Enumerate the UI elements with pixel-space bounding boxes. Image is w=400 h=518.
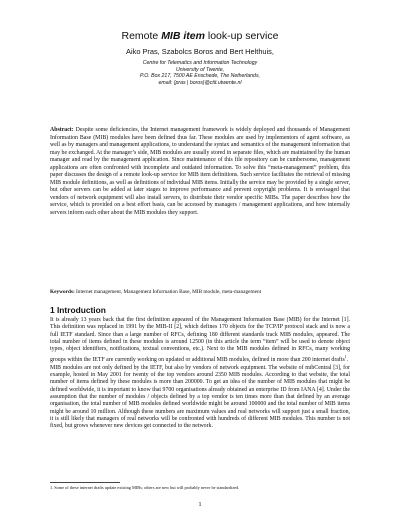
abstract-label: Abstract: — [50, 127, 74, 133]
footnote: 1. Some of these internet drafts update existing MIBs; others are new but will probably never be standardized. — [50, 485, 240, 490]
abstract-text: Despite some deficiencies, the Internet management framework is widely deployed and thousands of Management Information Base (MIB) modules have been defined thus far. These modules are used by implementors of agent software, as well as by managers and management applications, to understand the syntax and semantics of the management information that may be exchanged. At the manager’s side, MIB modules are usually stored in separate files, which are maintained by the human manager and read by the management application. Since maintenance of this file repository can be cumbersome, management applications are often confronted with incomplete and outdated information. To solve this “meta-management” problem, this paper discusses the design of a remote look-up service for MIB item definitions. Such service facilitates the retrieval of missing MIB module definitions, as well as definitions of individual MIB items. Initially the service may be provided by a single server, but other servers can be added at later stages to improve performance and prevent copyright problems. It is envisaged that vendors of network equipment will also install servers, to distribute their vendor specific MIBs. The paper describes how the service, which is provided on a best effort basis, can be accessed by managers / management applications, and how internally servers inform each other about the MIB modules they support. — [50, 127, 350, 217]
affiliation-line-3: P.O. Box 217, 7500 AE Enschede, The Netherlands, — [140, 73, 260, 80]
intro-paragraph-2: MIB modules are not only defined by the IETF, but also by vendors of network equipment. The website of mibCentral [3], for example, hosted in May 2001 for twenty of the top vendors around 2350 MIB modules. According to that website, the total number of items defined by these modules is more than 200000. To get an idea of the number of MIB modules that might be defined worldwide, it is important to know that 9700 organisations already obtained an enterprise ID from IANA [4]. Under the assumption that the number of modules / objects defined by a top vendor is ten times more than that defined by an average organisation, the total number of MIB modules defined worldwide might be around 100000 and the total number of MIB items might be around 10 million. Although these numbers are maximum values and real networks will support just a small fraction, it is still likely that managers of real networks will be confronted with hundreds of different MIB modules. This number is not fixed, but grows whenever new devices get connected to the network. — [50, 364, 350, 430]
intro-paragraph-1-text: It is already 13 years back that the first definition appeared of the Management Information Base (MIB) for the Internet [1]. This definition was replaced in 1991 by the MIB-II [2], which defines 170 objects for the TCP/IP protocol stack and is now a full IETF standard. Since than a large number of RFCs, defining 180 different standards track MIB modules, appeared. The total number of items defined in these modules is around 12500 (in this article the term “item” will be used to denote object types, object identifiers, notifications, textual conventions, etc.). Next to the MIB modules defined in RFCs, many working groups within the IETF are currently working on updated or additional MIB modules, defined in more than 200 internet drafts — [50, 317, 350, 364]
paper-title — [50, 30, 350, 42]
page-number: 1 — [198, 501, 202, 508]
title-suffix: look-up service — [204, 30, 279, 42]
title-prefix: Remote — [121, 30, 162, 42]
footnote-rule — [50, 482, 120, 483]
keywords — [50, 289, 350, 296]
author-email: email: {pras | boros}@ctit.utwente.nl — [158, 79, 242, 86]
introduction-body — [50, 317, 350, 430]
section-heading: 1 Introduction — [50, 305, 106, 315]
keywords-label: Keywords: — [50, 289, 75, 295]
affiliation-line-2: University of Twente, — [175, 66, 225, 73]
keywords-text: Internet management, Management Information Base, MIB module, meta-management — [76, 289, 262, 295]
abstract — [50, 127, 350, 218]
author-list: Aiko Pras, Szabolcs Boros and Bert Helthuis, — [126, 47, 274, 56]
affiliation-line-1: Centre for Telematics and Information Technology — [142, 60, 258, 66]
footnote-marker: 1 — [344, 354, 347, 360]
title-emphasis: MIB item — [161, 30, 205, 42]
intro-paragraph-1: It is already 13 years back that the first definition appeared of the Management Information Base (MIB) for the Internet [1]. This definition was replaced in 1991 by the MIB-II [2], which defines 170 objects for the TCP/IP protocol stack and is now a full IETF standard. Since than a large number of RFCs, defining 180 different standards track MIB modules, appeared. The total number of items defined in these modules is around 12500 (in this article the term “item” will be used to denote object types, object identifiers, notifications, textual conventions, etc.). Next to the MIB modules defined in RFCs, many working groups within the IETF are currently working on updated or additional MIB modules, defined in more than 200 internet drafts$^1$. — [50, 317, 350, 364]
